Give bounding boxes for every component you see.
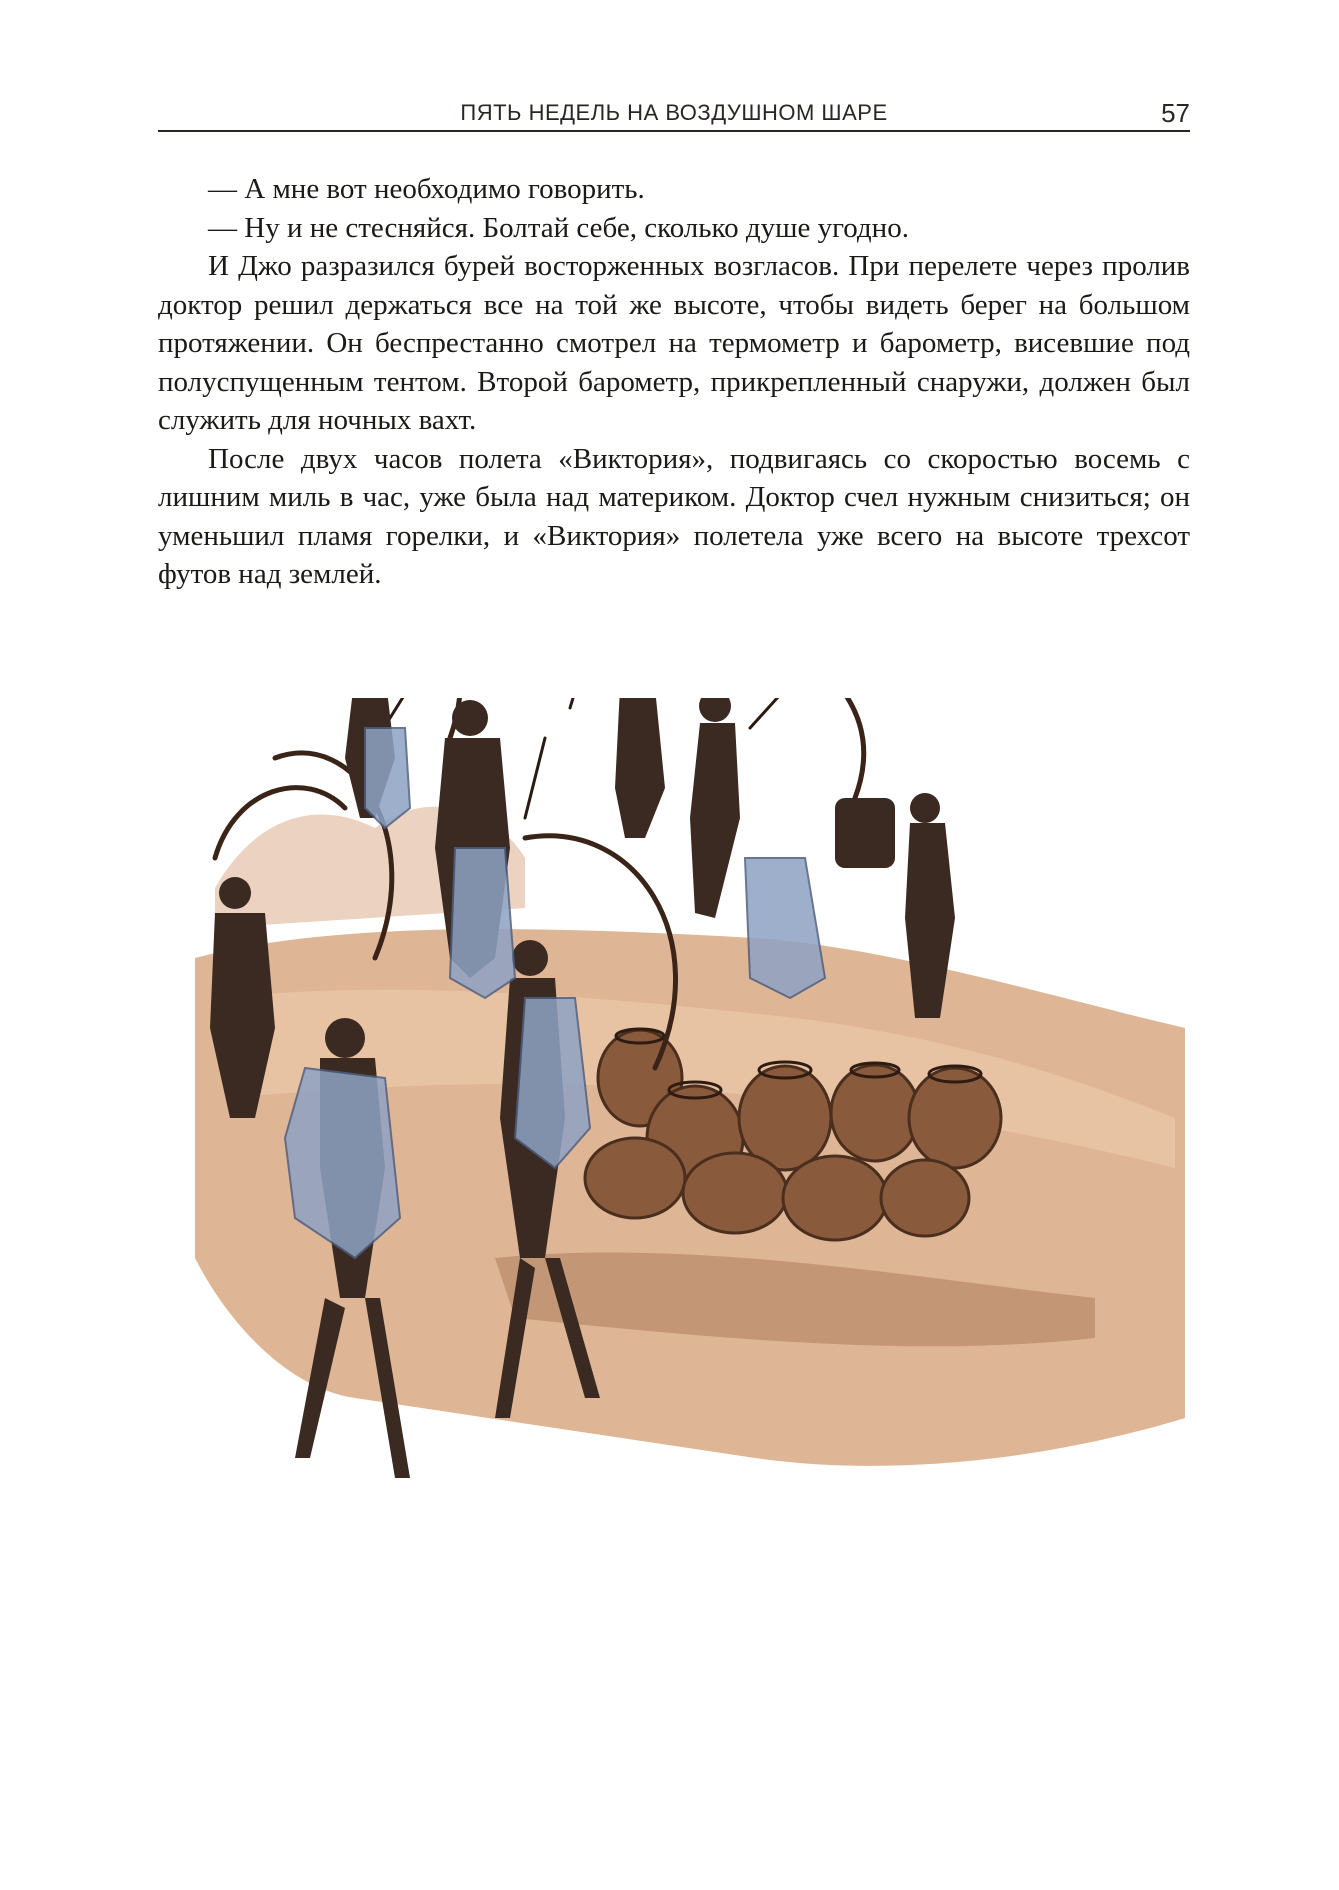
illustration-archers [195,698,1185,1758]
running-header [158,96,1190,132]
book-title: ПЯТЬ НЕДЕЛЬ НА ВОЗДУШНОМ ШАРЕ [460,100,888,125]
page-number: 57 [1161,98,1190,128]
paragraph: И Джо разразился бурей восторженных возгласов. При перелете через пролив доктор решил держаться все на той же высоте, чтобы видеть берег на большом протяжении. Он беспрестанно смотрел на термометр и барометр, висевшие под полуспущенным тентом. Второй барометр, прикрепленный снаружи, должен был служить для ночных вахт. [158,250,1190,436]
paragraph: — А мне вот необходимо говорить. [208,173,645,205]
illustration-drawing [195,698,1185,1758]
paragraph: — Ну и не стесняйся. Болтай себе, сколько душе угодно. [208,211,909,244]
paragraph: После двух часов полета «Виктория», подвигаясь со скоростью восемь с лишним миль в час, уже была над материком. Доктор счел нужным снизиться; он уменьшил пламя горелки, и «Виктория» полетела уже всего на высоте трехсот футов над землей. [158,442,1190,590]
body-text [158,170,1190,594]
arrows [365,698,845,818]
